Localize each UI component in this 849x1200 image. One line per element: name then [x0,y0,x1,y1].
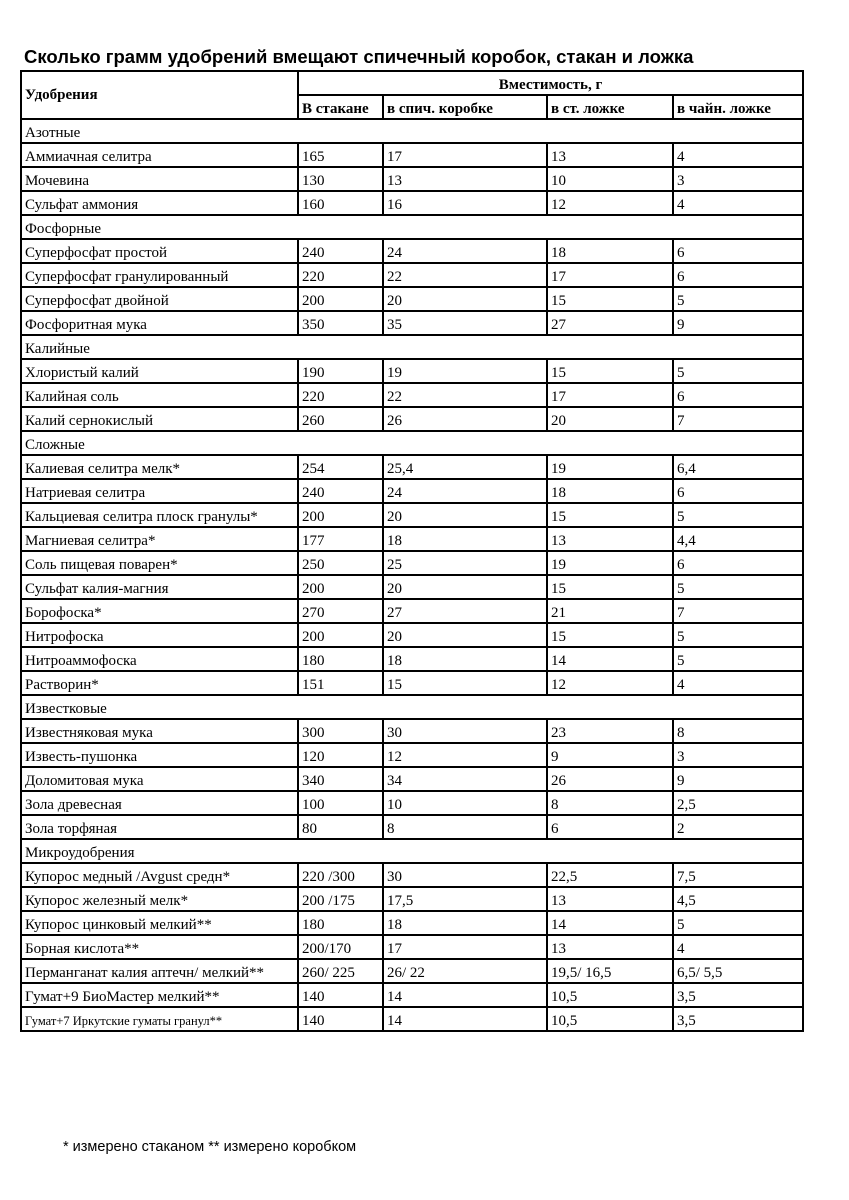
fertilizer-name: Купорос железный мелк* [21,887,298,911]
teaspoon-value: 7 [673,599,803,623]
group-row [21,215,803,239]
glass-value: 250 [298,551,383,575]
fertilizer-name: Суперфосфат простой [21,239,298,263]
table-row [21,239,803,263]
glass-value: 200 [298,575,383,599]
tablespoon-value: 15 [547,359,673,383]
table-row [21,863,803,887]
teaspoon-value: 2 [673,815,803,839]
table-row [21,647,803,671]
glass-value: 200 [298,287,383,311]
tablespoon-value: 12 [547,191,673,215]
teaspoon-value: 6,5/ 5,5 [673,959,803,983]
glass-value: 240 [298,239,383,263]
tablespoon-value: 19 [547,455,673,479]
table-row [21,263,803,287]
tablespoon-value: 20 [547,407,673,431]
teaspoon-value: 6 [673,383,803,407]
tablespoon-value: 27 [547,311,673,335]
teaspoon-value: 8 [673,719,803,743]
tablespoon-value: 13 [547,935,673,959]
teaspoon-value: 5 [673,359,803,383]
glass-value: 254 [298,455,383,479]
fertilizer-name: Известь-пушонка [21,743,298,767]
table-row [21,383,803,407]
group-row [21,695,803,719]
glass-value: 220 /300 [298,863,383,887]
fertilizer-name: Суперфосфат гранулированный [21,263,298,287]
matchbox-value: 14 [383,1007,547,1031]
header-row-1 [21,71,803,95]
table-row [21,359,803,383]
teaspoon-value: 5 [673,503,803,527]
fertilizer-name: Кальциевая селитра плоск гранулы* [21,503,298,527]
fertilizer-name: Фосфоритная мука [21,311,298,335]
glass-value: 180 [298,911,383,935]
glass-value: 350 [298,311,383,335]
fertilizer-column-header: Удобрения [21,71,298,119]
matchbox-value: 10 [383,791,547,815]
fertilizer-name: Калийная соль [21,383,298,407]
fertilizer-name: Зола древесная [21,791,298,815]
group-title: Сложные [21,431,803,455]
footnote: * измерено стаканом ** измерено коробком [63,1139,357,1155]
tablespoon-value: 18 [547,479,673,503]
table-row [21,743,803,767]
matchbox-value: 22 [383,263,547,287]
table-row [21,623,803,647]
table-row [21,479,803,503]
matchbox-value: 17 [383,143,547,167]
teaspoon-value: 4 [673,191,803,215]
teaspoon-value: 6 [673,263,803,287]
matchbox-value: 20 [383,575,547,599]
group-row [21,431,803,455]
table-row [21,575,803,599]
teaspoon-value: 2,5 [673,791,803,815]
matchbox-value: 26 [383,407,547,431]
glass-value: 180 [298,647,383,671]
glass-value: 140 [298,983,383,1007]
group-title: Известковые [21,695,803,719]
glass-value: 151 [298,671,383,695]
glass-value: 260/ 225 [298,959,383,983]
tablespoon-value: 19,5/ 16,5 [547,959,673,983]
matchbox-value: 25 [383,551,547,575]
matchbox-value: 30 [383,863,547,887]
tablespoon-value: 15 [547,575,673,599]
teaspoon-value: 4 [673,935,803,959]
teaspoon-column-header: в чайн. ложке [673,95,803,119]
tablespoon-value: 21 [547,599,673,623]
glass-value: 220 [298,383,383,407]
glass-value: 340 [298,767,383,791]
tablespoon-value: 26 [547,767,673,791]
tablespoon-value: 14 [547,647,673,671]
group-row [21,335,803,359]
tablespoon-value: 13 [547,887,673,911]
group-title: Микроудобрения [21,839,803,863]
table-row [21,719,803,743]
teaspoon-value: 4 [673,671,803,695]
fertilizer-name: Соль пищевая поварен* [21,551,298,575]
glass-value: 220 [298,263,383,287]
table-row [21,887,803,911]
fertilizer-name: Гумат+7 Иркутские гуматы гранул** [21,1007,298,1031]
matchbox-value: 15 [383,671,547,695]
tablespoon-value: 15 [547,503,673,527]
matchbox-value: 20 [383,503,547,527]
group-title: Азотные [21,119,803,143]
teaspoon-value: 5 [673,575,803,599]
fertilizer-name: Натриевая селитра [21,479,298,503]
fertilizer-name: Калиевая селитра мелк* [21,455,298,479]
fertilizer-name: Купорос цинковый мелкий** [21,911,298,935]
teaspoon-value: 3,5 [673,1007,803,1031]
glass-value: 160 [298,191,383,215]
group-row [21,119,803,143]
table-row [21,143,803,167]
table-body [21,119,803,1031]
teaspoon-value: 6 [673,479,803,503]
fertilizer-name: Калий сернокислый [21,407,298,431]
teaspoon-value: 9 [673,311,803,335]
glass-value: 177 [298,527,383,551]
matchbox-value: 19 [383,359,547,383]
tablespoon-value: 15 [547,287,673,311]
tablespoon-value: 15 [547,623,673,647]
glass-value: 200 [298,623,383,647]
table-row [21,407,803,431]
teaspoon-value: 5 [673,287,803,311]
fertilizer-name: Нитроаммофоска [21,647,298,671]
matchbox-value: 17,5 [383,887,547,911]
fertilizer-name: Растворин* [21,671,298,695]
matchbox-value: 35 [383,311,547,335]
table-row [21,311,803,335]
group-row [21,839,803,863]
fertilizer-name: Известняковая мука [21,719,298,743]
tablespoon-value: 8 [547,791,673,815]
teaspoon-value: 6,4 [673,455,803,479]
tablespoon-value: 17 [547,263,673,287]
glass-value: 100 [298,791,383,815]
table-header [21,71,803,119]
fertilizer-name: Купорос медный /Avgust средн* [21,863,298,887]
tablespoon-value: 10,5 [547,1007,673,1031]
group-title: Фосфорные [21,215,803,239]
tablespoon-value: 19 [547,551,673,575]
fertilizer-name: Мочевина [21,167,298,191]
fertilizer-name: Хлористый калий [21,359,298,383]
teaspoon-value: 3 [673,743,803,767]
glass-value: 165 [298,143,383,167]
group-title: Калийные [21,335,803,359]
tablespoon-value: 18 [547,239,673,263]
fertilizer-name: Гумат+9 БиоМастер мелкий** [21,983,298,1007]
table-row [21,983,803,1007]
table-row [21,959,803,983]
fertilizer-name: Суперфосфат двойной [21,287,298,311]
tablespoon-value: 12 [547,671,673,695]
glass-value: 200 /175 [298,887,383,911]
matchbox-value: 34 [383,767,547,791]
table-row [21,527,803,551]
teaspoon-value: 7,5 [673,863,803,887]
table-row [21,599,803,623]
tablespoon-value: 6 [547,815,673,839]
matchbox-value: 14 [383,983,547,1007]
glass-column-header: В стакане [298,95,383,119]
matchbox-value: 22 [383,383,547,407]
matchbox-value: 17 [383,935,547,959]
fertilizer-table [20,70,804,1032]
glass-value: 140 [298,1007,383,1031]
table-row [21,671,803,695]
tablespoon-value: 22,5 [547,863,673,887]
teaspoon-value: 9 [673,767,803,791]
tablespoon-value: 10 [547,167,673,191]
table-row [21,503,803,527]
matchbox-column-header: в спич. коробке [383,95,547,119]
table-row [21,935,803,959]
glass-value: 190 [298,359,383,383]
table-row [21,167,803,191]
tablespoon-value: 10,5 [547,983,673,1007]
glass-value: 200/170 [298,935,383,959]
table-row [21,455,803,479]
matchbox-value: 30 [383,719,547,743]
teaspoon-value: 4,4 [673,527,803,551]
table-row [21,191,803,215]
matchbox-value: 25,4 [383,455,547,479]
table-row [21,815,803,839]
glass-value: 130 [298,167,383,191]
page-title: Сколько грамм удобрений вмещают спичечный коробок, стакан и ложка [24,46,694,67]
table-row [21,1007,803,1031]
fertilizer-name: Доломитовая мука [21,767,298,791]
matchbox-value: 18 [383,647,547,671]
tablespoon-value: 9 [547,743,673,767]
tablespoon-column-header: в ст. ложке [547,95,673,119]
matchbox-value: 24 [383,479,547,503]
table-row [21,551,803,575]
matchbox-value: 13 [383,167,547,191]
matchbox-value: 12 [383,743,547,767]
teaspoon-value: 3,5 [673,983,803,1007]
matchbox-value: 20 [383,623,547,647]
tablespoon-value: 13 [547,143,673,167]
fertilizer-name: Нитрофоска [21,623,298,647]
tablespoon-value: 14 [547,911,673,935]
fertilizer-name: Борофоска* [21,599,298,623]
glass-value: 300 [298,719,383,743]
matchbox-value: 24 [383,239,547,263]
glass-value: 270 [298,599,383,623]
matchbox-value: 8 [383,815,547,839]
teaspoon-value: 6 [673,551,803,575]
matchbox-value: 26/ 22 [383,959,547,983]
capacity-header: Вместимость, г [298,71,803,95]
teaspoon-value: 7 [673,407,803,431]
table-row [21,791,803,815]
fertilizer-name: Магниевая селитра* [21,527,298,551]
fertilizer-name: Перманганат калия аптечн/ мелкий** [21,959,298,983]
table-row [21,767,803,791]
glass-value: 240 [298,479,383,503]
table-row [21,911,803,935]
fertilizer-name: Зола торфяная [21,815,298,839]
glass-value: 120 [298,743,383,767]
matchbox-value: 18 [383,527,547,551]
fertilizer-name: Аммиачная селитра [21,143,298,167]
matchbox-value: 18 [383,911,547,935]
tablespoon-value: 23 [547,719,673,743]
matchbox-value: 16 [383,191,547,215]
matchbox-value: 27 [383,599,547,623]
teaspoon-value: 5 [673,623,803,647]
fertilizer-name: Сульфат аммония [21,191,298,215]
teaspoon-value: 3 [673,167,803,191]
teaspoon-value: 4 [673,143,803,167]
glass-value: 80 [298,815,383,839]
matchbox-value: 20 [383,287,547,311]
fertilizer-name: Борная кислота** [21,935,298,959]
teaspoon-value: 5 [673,911,803,935]
glass-value: 260 [298,407,383,431]
table-row [21,287,803,311]
glass-value: 200 [298,503,383,527]
tablespoon-value: 13 [547,527,673,551]
teaspoon-value: 5 [673,647,803,671]
teaspoon-value: 4,5 [673,887,803,911]
tablespoon-value: 17 [547,383,673,407]
fertilizer-name: Сульфат калия-магния [21,575,298,599]
teaspoon-value: 6 [673,239,803,263]
